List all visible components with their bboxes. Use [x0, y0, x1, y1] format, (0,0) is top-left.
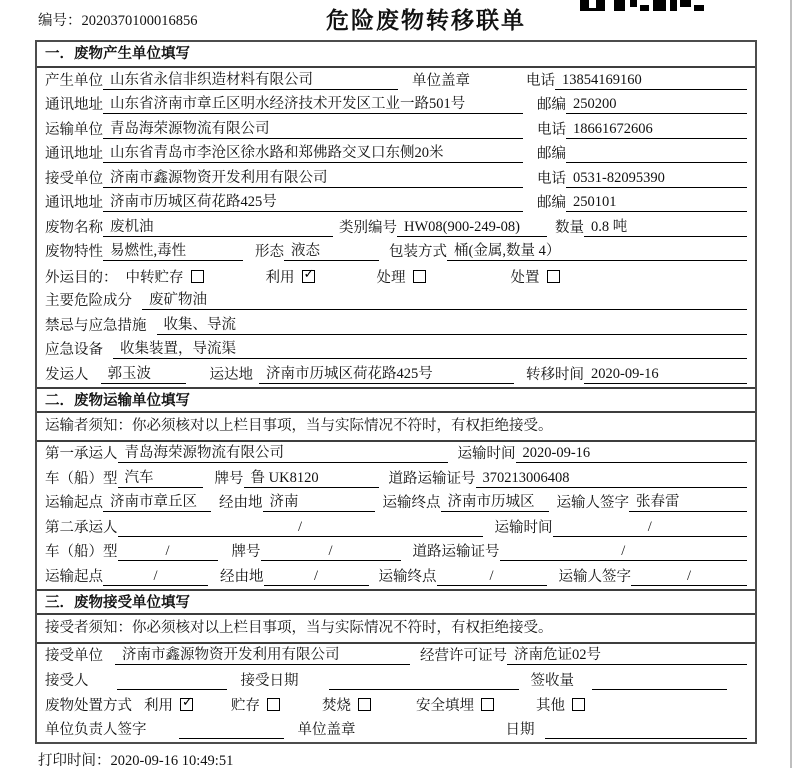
receiver-unit-field: 济南市鑫源物资开发利用有限公司 — [103, 166, 523, 188]
row-responsible-signature — [37, 717, 755, 742]
row-receiver-address — [37, 191, 755, 216]
checkbox-checked-icon — [302, 270, 315, 283]
disposal-option-other — [536, 694, 585, 715]
checkbox-unchecked-icon — [413, 270, 426, 283]
row-vehicle1 — [37, 466, 755, 491]
checkbox-unchecked-icon — [481, 698, 494, 711]
purpose-option-treat-label: 处理 — [376, 269, 406, 286]
print-time-value: 2020-09-16 10:49:51 — [110, 752, 234, 768]
business-permit-field: 济南危证02号 — [507, 643, 747, 665]
taboo-emergency-label: 禁忌与应急措施 — [45, 317, 147, 334]
transfer-form-table — [35, 40, 757, 744]
carrier-signature1-field: 张春雷 — [629, 490, 747, 512]
acceptor-field — [117, 673, 227, 690]
shipper-field: 郭玉波 — [101, 362, 186, 384]
emergency-equipment-field: 收集装置，导流渠 — [113, 337, 747, 359]
row-second-carrier — [37, 515, 755, 540]
row-vehicle2 — [37, 540, 755, 565]
endpoint1-label: 运输终点 — [382, 495, 441, 511]
date-label: 日期 — [505, 721, 535, 738]
purpose-option-utilize-label: 利用 — [265, 269, 295, 286]
transport-unit-label: 运输单位 — [45, 121, 103, 138]
purpose-option-utilize — [266, 266, 315, 287]
purpose-option-dispose — [511, 266, 560, 287]
receiver-unit-label: 接受单位 — [45, 170, 103, 187]
waste-name-label: 废物名称 — [45, 219, 103, 236]
purpose-option-transfer-storage — [126, 266, 204, 287]
disposal-option-utilize — [144, 694, 193, 715]
print-time-label: 打印时间： — [38, 752, 111, 768]
shipper-label: 发运人 — [45, 366, 89, 383]
responsible-signature-label: 单位负责人签字 — [45, 721, 147, 738]
plate-number2-field: / — [261, 543, 401, 561]
disposal-method-label: 废物处置方式 — [45, 698, 132, 715]
physical-form-label: 形态 — [255, 244, 284, 260]
transfer-time-field: 2020-09-16 — [584, 366, 747, 384]
second-carrier-field: / — [118, 519, 483, 537]
emergency-equipment-label: 应急设备 — [45, 342, 103, 358]
vehicle-type2-field: / — [118, 543, 218, 561]
accept-date-label: 接受日期 — [240, 672, 299, 689]
via1-field: 济南 — [263, 490, 375, 512]
row-route2 — [37, 564, 755, 589]
row-transport-unit — [37, 117, 755, 142]
accepting-unit-label: 接受单位 — [45, 648, 103, 664]
plate-number2-label: 牌号 — [231, 544, 261, 560]
receiver-phone-field: 0531-82095390 — [566, 170, 747, 188]
disposal-option-landfill — [416, 694, 494, 715]
transport-unit-field: 青岛海荣源物流有限公司 — [103, 117, 523, 139]
transport-time2-label: 运输时间 — [494, 519, 553, 536]
via2-label: 经由地 — [220, 568, 264, 585]
accepting-unit-field: 济南市鑫源物资开发利用有限公司 — [115, 643, 410, 665]
row-waste-characteristics — [37, 240, 755, 265]
section3-header: 三．废物接受单位填写 — [37, 589, 755, 615]
producer-address-label: 通讯地址 — [45, 97, 103, 113]
checkbox-checked-icon — [180, 698, 193, 711]
hazard-components-label: 主要危险成分 — [45, 293, 132, 309]
endpoint1-field: 济南市历城区 — [441, 490, 549, 512]
row-taboo-emergency — [37, 313, 755, 338]
row-producer-address — [37, 93, 755, 118]
producer-phone-label: 电话 — [526, 72, 555, 89]
accept-date-field — [329, 673, 519, 690]
outbound-purpose-label: 外运目的： — [45, 269, 118, 286]
row-outbound-purpose — [37, 264, 755, 289]
category-code-field: HW08(900-249-08) — [397, 219, 547, 237]
carrier-signature1-label: 运输人签字 — [556, 495, 629, 511]
checkbox-unchecked-icon — [358, 698, 371, 711]
producer-unit-label: 产生单位 — [45, 72, 103, 89]
unit-seal-label: 单位盖章 — [412, 72, 470, 89]
document-number — [38, 9, 198, 30]
purpose-option-dispose-label: 处置 — [510, 269, 540, 286]
row-acceptor — [37, 668, 755, 693]
transport-time1-field: 2020-09-16 — [516, 445, 748, 463]
hazard-components-field: 废矿物油 — [142, 288, 747, 310]
date-field — [545, 722, 748, 739]
signed-quantity-field — [592, 673, 727, 690]
vehicle-type1-label: 车（船）型 — [45, 470, 118, 487]
row-disposal-method — [37, 693, 755, 718]
page-right-edge — [790, 0, 792, 768]
receiver-zip-label: 邮编 — [537, 195, 566, 211]
receiver-notice: 接受者须知：你必须核对以上栏目事项，当与实际情况不符时，有权拒绝接受。 — [37, 615, 755, 644]
disposal-option-incinerate-label: 焚烧 — [322, 698, 351, 715]
packaging-field: 桶(金属,数量 4） — [447, 239, 747, 261]
document-number-value: 2020370100016856 — [81, 13, 198, 29]
taboo-emergency-field: 收集、导流 — [157, 313, 748, 335]
endpoint2-field: / — [437, 568, 547, 586]
checkbox-unchecked-icon — [191, 270, 204, 283]
receiver-phone-label: 电话 — [537, 170, 566, 187]
carrier-signature2-label: 运输人签字 — [558, 568, 631, 585]
transporter-notice: 运输者须知：你必须核对以上栏目事项，当与实际情况不符时，有权拒绝接受。 — [37, 413, 755, 442]
section2-header: 二．废物运输单位填写 — [37, 387, 755, 413]
vehicle-type1-field: 汽车 — [118, 466, 203, 488]
receiver-address-field: 济南市历城区荷花路425号 — [103, 190, 523, 212]
producer-zip-field: 250200 — [566, 96, 747, 114]
row-route1 — [37, 491, 755, 516]
print-time — [38, 749, 796, 768]
producer-unit-field: 山东省永信非织造材料有限公司 — [103, 68, 398, 90]
receiver-address-label: 通讯地址 — [45, 195, 103, 211]
physical-form-field: 液态 — [284, 239, 379, 261]
transport-time1-label: 运输时间 — [457, 446, 516, 462]
transport-phone-field: 18661672606 — [566, 121, 747, 139]
disposal-option-utilize-label: 利用 — [144, 698, 173, 715]
transport-phone-label: 电话 — [537, 121, 566, 138]
road-permit1-field: 370213006408 — [476, 470, 748, 488]
row-accepting-unit — [37, 644, 755, 669]
carrier-signature2-field: / — [631, 568, 747, 586]
receiver-zip-field: 250101 — [566, 194, 747, 212]
vehicle-type2-label: 车（船）型 — [45, 544, 118, 560]
disposal-option-storage-label: 贮存 — [231, 698, 260, 715]
producer-address-field: 山东省济南市章丘区明水经济技术开发区工业一路501号 — [103, 92, 523, 114]
origin1-label: 运输起点 — [45, 495, 103, 511]
category-code-label: 类别编号 — [339, 219, 397, 236]
row-producer-unit — [37, 68, 755, 93]
second-carrier-label: 第二承运人 — [45, 519, 118, 536]
transport-time2-field: / — [553, 519, 748, 537]
checkbox-unchecked-icon — [547, 270, 560, 283]
transport-zip-field — [566, 146, 747, 163]
destination-field: 济南市历城区荷花路425号 — [259, 362, 514, 384]
signed-quantity-label: 签收量 — [530, 672, 574, 689]
waste-characteristics-field: 易燃性,毒性 — [103, 239, 243, 261]
page-title: 危险废物转移联单 — [326, 7, 526, 33]
first-carrier-field: 青岛海荣源物流有限公司 — [118, 441, 448, 463]
quantity-label: 数量 — [555, 219, 584, 236]
checkbox-unchecked-icon — [267, 698, 280, 711]
road-permit2-field: / — [500, 543, 748, 561]
road-permit1-label: 道路运输证号 — [388, 470, 476, 487]
row-hazard-components — [37, 289, 755, 314]
producer-phone-field: 13854169160 — [555, 72, 747, 90]
disposal-option-incinerate — [322, 694, 371, 715]
via1-label: 经由地 — [219, 495, 263, 511]
purpose-option-transfer-storage-label: 中转贮存 — [125, 269, 184, 286]
origin2-label: 运输起点 — [45, 568, 103, 585]
plate-number1-label: 牌号 — [214, 470, 244, 487]
disposal-option-other-label: 其他 — [536, 698, 565, 715]
business-permit-label: 经营许可证号 — [420, 648, 507, 664]
via2-field: / — [264, 568, 369, 586]
road-permit2-label: 道路运输证号 — [412, 544, 500, 560]
acceptor-label: 接受人 — [45, 672, 89, 689]
row-emergency-equipment — [37, 338, 755, 363]
unit-seal2-label: 单位盖章 — [297, 721, 356, 738]
row-waste-name — [37, 215, 755, 240]
section1-header: 一．废物产生单位填写 — [37, 42, 755, 68]
row-shipper — [37, 362, 755, 387]
disposal-option-landfill-label: 安全填埋 — [416, 698, 474, 715]
row-receiver-unit — [37, 166, 755, 191]
waste-characteristics-label: 废物特性 — [45, 244, 103, 260]
qr-code-fragment-icon — [580, 0, 706, 11]
responsible-signature-field — [179, 722, 284, 739]
destination-label: 运达地 — [209, 366, 253, 383]
quantity-field: 0.8 吨 — [584, 215, 747, 237]
checkbox-unchecked-icon — [572, 698, 585, 711]
first-carrier-label: 第一承运人 — [45, 446, 118, 462]
disposal-option-storage — [231, 694, 280, 715]
transport-address-field: 山东省青岛市李沧区徐水路和郑佛路交叉口东侧20米 — [103, 141, 523, 163]
row-transport-address — [37, 142, 755, 167]
packaging-label: 包装方式 — [389, 244, 447, 260]
origin2-field: / — [103, 568, 208, 586]
producer-zip-label: 邮编 — [537, 97, 566, 113]
purpose-option-treat — [377, 266, 426, 287]
document-number-label: 编号： — [38, 13, 82, 29]
transfer-time-label: 转移时间 — [526, 366, 584, 383]
transport-address-label: 通讯地址 — [45, 146, 103, 162]
origin1-field: 济南市章丘区 — [103, 490, 211, 512]
plate-number1-field: 鲁 UK8120 — [244, 466, 379, 488]
endpoint2-label: 运输终点 — [378, 568, 437, 585]
waste-name-field: 废机油 — [103, 215, 333, 237]
row-first-carrier — [37, 442, 755, 467]
document-header — [0, 0, 796, 40]
transport-zip-label: 邮编 — [537, 146, 566, 162]
